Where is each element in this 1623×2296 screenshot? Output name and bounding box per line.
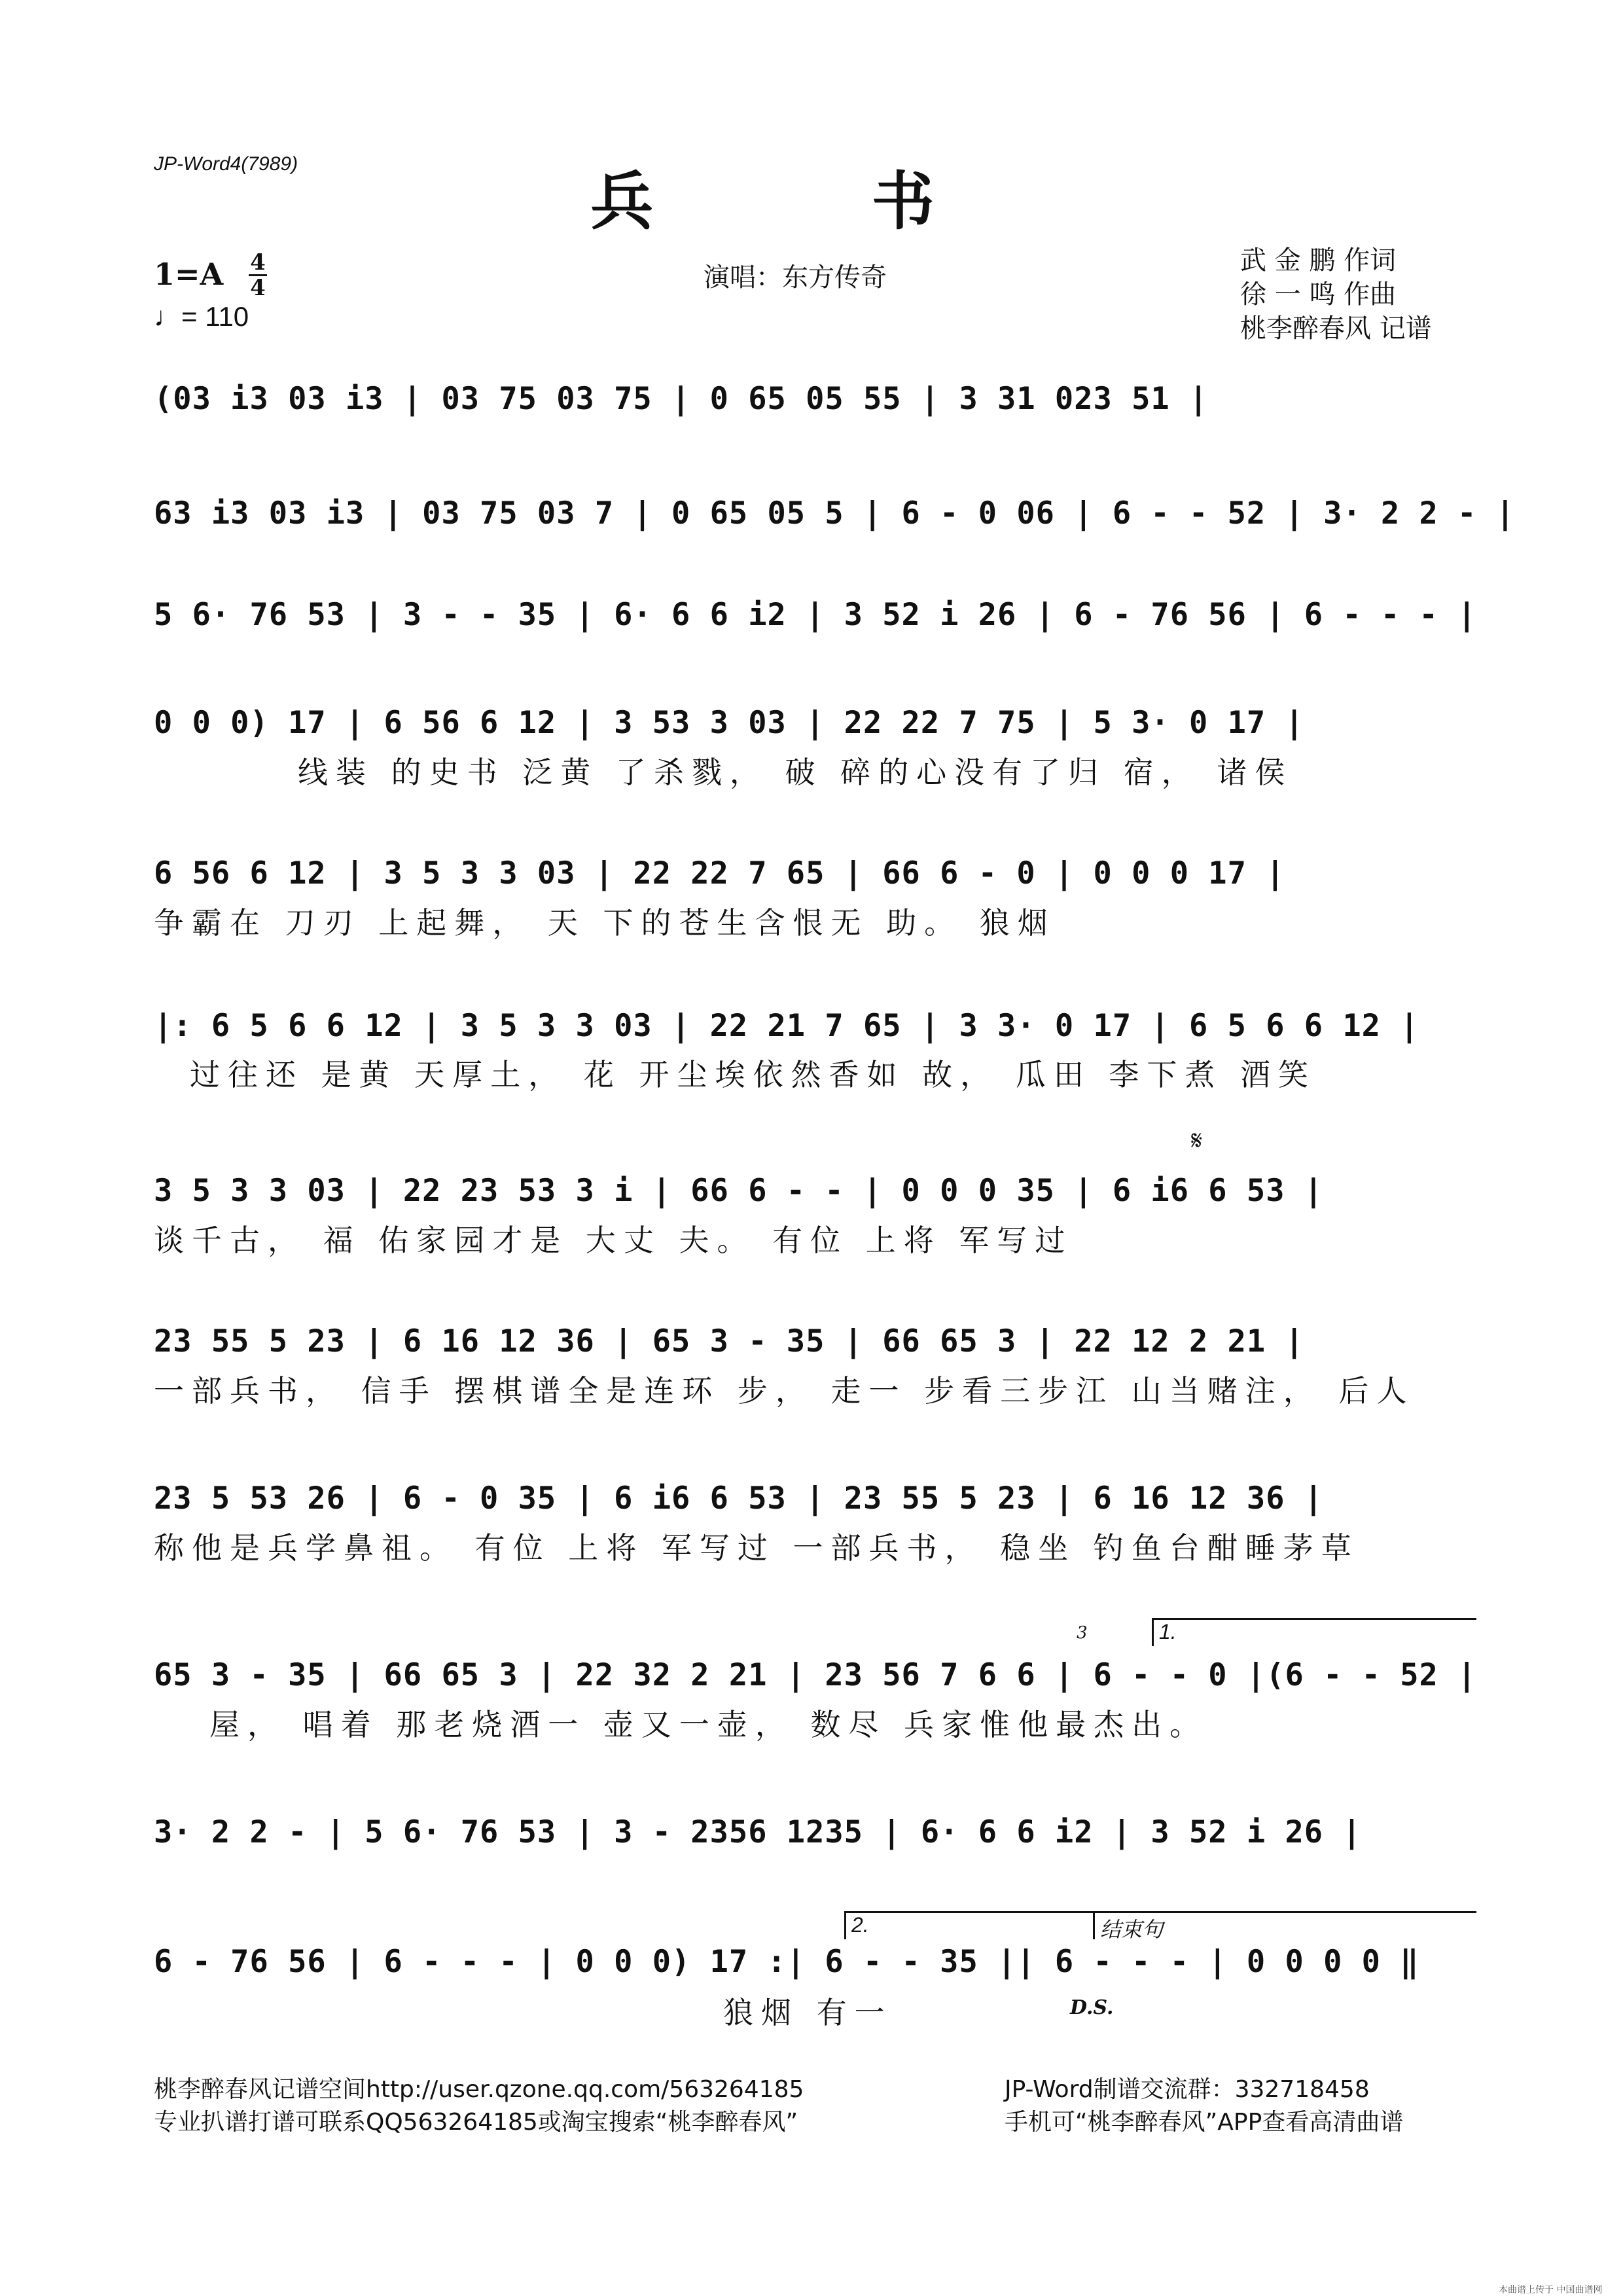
- composer-credit: 徐 一 鸣 作曲: [1240, 279, 1397, 310]
- triplet-mark: 3: [1077, 1623, 1088, 1643]
- lyric-line-8: 一部兵书， 信手 摆棋谱全是连环 步， 走一 步看三步江 山当赌注， 后人: [154, 1373, 1415, 1408]
- score-line-3: 5 6· 76 53 | 3 - - 35 | 6· 6 6 i2 | 3 52 i 26 | 6 - 76 56 | 6 - - - |: [154, 597, 1477, 633]
- time-signature-top: 4: [250, 249, 266, 276]
- lyric-line-9: 称他是兵学鼻祖。 有位 上将 军写过 一部兵书， 稳坐 钓鱼台酣睡茅草: [154, 1530, 1359, 1566]
- ds-mark: D.S.: [1070, 1996, 1114, 2019]
- footer-left-line-2: 专业扒谱打谱可联系QQ563264185或淘宝搜索“桃李醉春风”: [154, 2109, 798, 2136]
- segno-mark: 𝄋: [1191, 1126, 1203, 1156]
- lyric-line-12: 狼烟 有一: [723, 1995, 893, 2030]
- time-signature-bottom: 4: [250, 275, 266, 301]
- footer-right-line-1: JP-Word制谱交流群：332718458: [1005, 2076, 1370, 2103]
- score-line-12: 6 - 76 56 | 6 - - - | 0 0 0) 17 :| 6 - - 35 || 6 - - - | 0 0 0 0 ‖: [154, 1944, 1419, 1980]
- lyric-line-7: 谈千古， 福 佑家园才是 大丈 夫。 有位 上将 军写过: [154, 1223, 1073, 1258]
- score-line-11: 3· 2 2 - | 5 6· 76 53 | 3 - 2356 1235 | 6· 6 6 i2 | 3 52 i 26 |: [154, 1814, 1362, 1850]
- score-line-2: 63 i3 03 i3 | 03 75 03 7 | 0 65 05 5 | 6 - 0 06 | 6 - - 52 | 3· 2 2 - |: [154, 495, 1516, 531]
- score-line-6: |: 6 5 6 6 12 | 3 5 3 3 03 | 22 21 7 65 | 3 3· 0 17 | 6 5 6 6 12 |: [154, 1008, 1419, 1044]
- score-line-5: 6 56 6 12 | 3 5 3 3 03 | 22 22 7 65 | 66 6 - 0 | 0 0 0 17 |: [154, 855, 1285, 891]
- lyric-line-10: 屋， 唱着 那老烧酒一 壶又一壶， 数尽 兵家惟他最杰出。: [209, 1707, 1208, 1742]
- score-line-10: 65 3 - 35 | 66 65 3 | 22 32 2 21 | 23 56 7 6 6 | 6 - - 0 |(6 - - 52 |: [154, 1657, 1477, 1693]
- score-line-4: 0 0 0) 17 | 6 56 6 12 | 3 53 3 03 | 22 22 7 75 | 5 3· 0 17 |: [154, 705, 1304, 741]
- coda-bracket: 结束句: [1093, 1911, 1476, 1939]
- credits-block: [1240, 243, 1432, 346]
- key-signature: 1=A: [154, 257, 224, 292]
- lyricist-credit: 武 金 鹏 作词: [1240, 245, 1397, 276]
- software-tag: JP-Word4(7989): [154, 153, 298, 175]
- score-line-1: (03 i3 03 i3 | 03 75 03 75 | 0 65 05 55 | 3 31 023 51 |: [154, 381, 1209, 417]
- footer-right: [1005, 2073, 1403, 2139]
- upload-credit: 本曲谱上传于 中国曲谱网: [1499, 2285, 1603, 2295]
- lyric-line-4: 线装 的史书 泛黄 了杀戮， 破 碎的心没有了归 宿， 诸侯: [298, 755, 1293, 790]
- score-line-9: 23 5 53 26 | 6 - 0 35 | 6 i6 6 53 | 23 55 5 23 | 6 16 12 36 |: [154, 1480, 1324, 1516]
- tempo-marking: ♩= 110: [154, 301, 249, 332]
- lyric-line-5: 争霸在 刀刃 上起舞， 天 下的苍生含恨无 助。 狼烟: [154, 905, 1056, 941]
- footer-left-line-1: 桃李醉春风记谱空间http://user.qzone.qq.com/563264185: [154, 2076, 804, 2103]
- volta-1: 1.: [1152, 1618, 1476, 1646]
- volta-2: 2.: [844, 1911, 1094, 1939]
- score-line-8: 23 55 5 23 | 6 16 12 36 | 65 3 - 35 | 66 65 3 | 22 12 2 21 |: [154, 1323, 1304, 1359]
- time-signature: [249, 251, 267, 299]
- score-line-7: 3 5 3 3 03 | 22 23 53 3 i | 66 6 - - | 0 0 0 35 | 6 i6 6 53 |: [154, 1173, 1324, 1209]
- singer-credit: 演唱：东方传奇: [704, 262, 887, 293]
- transcriber-credit: 桃李醉春风 记谱: [1240, 314, 1432, 344]
- lyric-line-6: 过往还 是黄 天厚土， 花 开尘埃依然香如 故， 瓜田 李下煮 酒笑: [190, 1057, 1316, 1092]
- footer-right-line-2: 手机可“桃李醉春风”APP查看高清曲谱: [1005, 2109, 1404, 2136]
- page-title: 兵 书: [590, 164, 1033, 238]
- footer-left: [154, 2073, 804, 2139]
